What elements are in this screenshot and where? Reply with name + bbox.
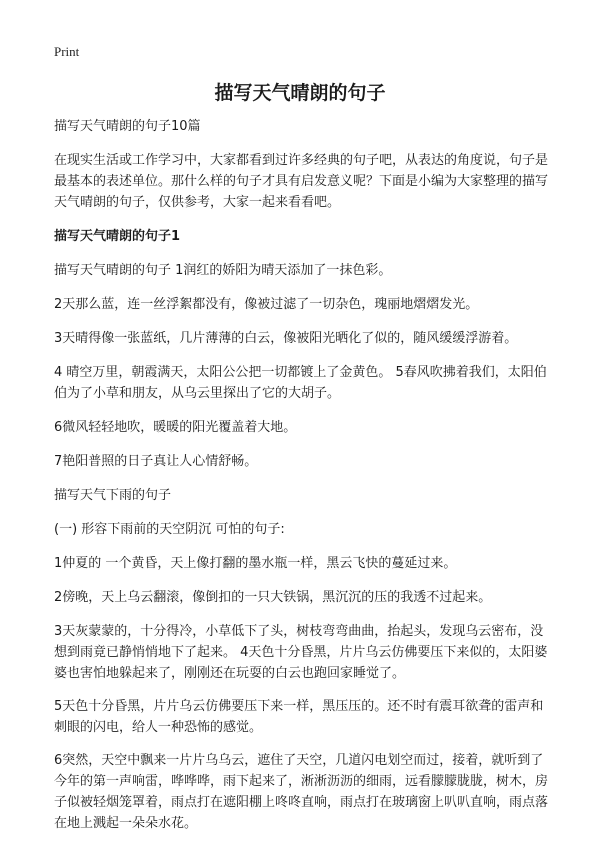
article-body [54,116,554,846]
sentence-2: 2天那么蓝，连一丝浮絮都没有，像被过滤了一切杂色，瑰丽地熠熠发光。 [54,297,479,312]
subsection-heading: (一) 形容下雨前的天空阴沉 可怕的句子: [54,522,285,537]
sentence-6: 6微风轻轻地吹，暖暖的阳光覆盖着大地。 [54,420,297,435]
intro-subtitle: 描写天气晴朗的句子10篇 [54,119,201,134]
rain-sentence-6: 6突然，天空中飘来一片片乌乌云，遮住了天空，几道闪电划空而过，接着，就听到了今年的第一声响雷，哗哗哗，雨下起来了，淅淅沥沥的细雨，远看朦朦胧胧，树木，房子似被轻烟笼罩着，雨点打在遮阳棚上咚咚直响，雨点打在玻璃窗上叭叭直响，雨点落在地上溅起一朵朵水花。 [54,753,549,831]
intro-paragraph: 在现实生活或工作学习中，大家都看到过许多经典的句子吧，从表达的角度说，句子是最基本的表述单位。那什么样的句子才具有启发意义呢？下面是小编为大家整理的描写天气晴朗的句子，仅供参考，大家一起来看看吧。 [54,153,549,210]
rain-sentence-3-4: 3天灰蒙蒙的，十分得冷，小草低下了头，树枝弯弯曲曲，抬起头，发现乌云密布，没想到雨竟已静悄悄地下了起来。 4天色十分昏黑，片片乌云仿佛要压下来似的，太阳婆婆也害怕地躲起来了，刚刚还在玩耍的白云也跑回家睡觉了。 [54,624,548,681]
page-title: 描写天气晴朗的句子 [214,82,386,104]
sentence-7: 7艳阳普照的日子真让人心情舒畅。 [54,454,258,469]
sentence-4-5: 4 晴空万里，朝霞满天，太阳公公把一切都镀上了金黄色。 5春风吹拂着我们，太阳伯伯为了小草和朋友，从乌云里探出了它的大胡子。 [54,365,547,401]
print-link[interactable]: Print [54,44,80,59]
rain-sentence-2: 2傍晚，天上乌云翻滚，像倒扣的一只大铁锅，黑沉沉的压的我透不过起来。 [54,590,492,605]
section-heading-1: 描写天气晴朗的句子1 [54,229,181,244]
section-heading-rain: 描写天气下雨的句子 [54,488,172,503]
sentence-1: 描写天气晴朗的句子 1润红的娇阳为晴天添加了一抹色彩。 [54,263,392,278]
sentence-3: 3天晴得像一张蓝纸，几片薄薄的白云，像被阳光晒化了似的，随风缓缓浮游着。 [54,331,518,346]
rain-sentence-1: 1仲夏的 一个黄昏，天上像打翻的墨水瓶一样，黑云飞快的蔓延过来。 [54,556,457,571]
rain-sentence-5: 5天色十分昏黑，片片乌云仿佛要压下来一样，黑压压的。还不时有震耳欲聋的雷声和刺眼的闪电，给人一种恐怖的感觉。 [54,699,544,735]
